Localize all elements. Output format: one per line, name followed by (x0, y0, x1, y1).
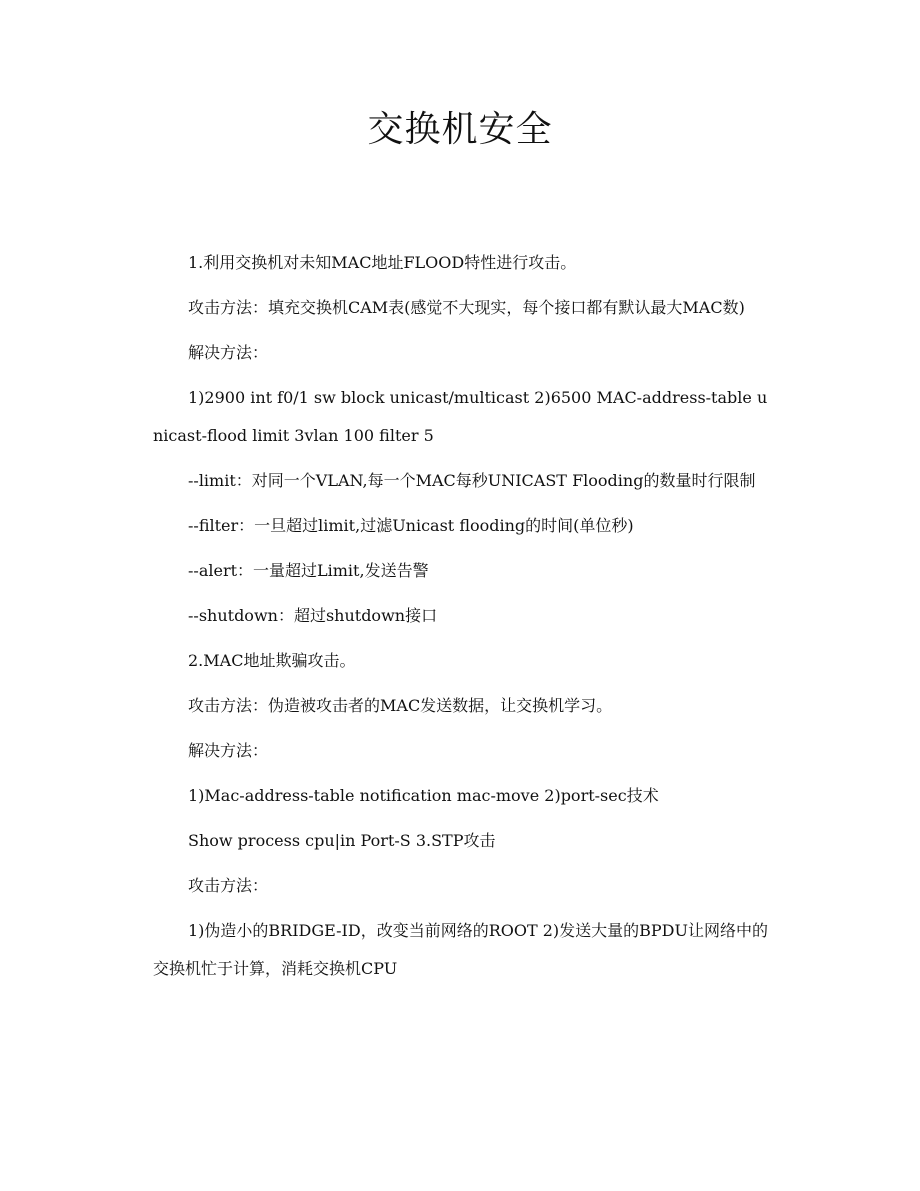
paragraph: --limit：对同一个VLAN,每一个MAC每秒UNICAST Flooding的数量时行限制 (188, 471, 756, 490)
paragraph: 解决方法： (188, 343, 269, 362)
paragraph: 1.利用交换机对未知MAC地址FLOOD特性进行攻击。 (188, 253, 577, 272)
paragraph: 解决方法： (188, 741, 269, 760)
paragraph: 攻击方法： (188, 876, 269, 895)
paragraph: Show process cpu|in Port-S 3.STP攻击 (188, 831, 496, 850)
paragraph: --shutdown：超过shutdown接口 (188, 606, 438, 625)
paragraph: 1)伪造小的BRIDGE-ID，改变当前网络的ROOT 2)发送大量的BPDU让网络中的交换机忙于计算，消耗交换机CPU (153, 921, 768, 978)
paragraph: 1)2900 int f0/1 sw block unicast/multicast 2)6500 MAC-address-table unicast-flood limit 3vlan 100 filter 5 (153, 388, 768, 445)
paragraph: --filter：一旦超过limit,过滤Unicast flooding的时间(单位秒) (188, 516, 634, 535)
paragraph: 1)Mac-address-table notification mac-move 2)port-sec技术 (188, 786, 659, 805)
paragraph: 2.MAC地址欺骗攻击。 (188, 651, 356, 670)
paragraph: 攻击方法：伪造被攻击者的MAC发送数据，让交换机学习。 (188, 696, 613, 715)
paragraph: 攻击方法：填充交换机CAM表(感觉不大现实，每个接口都有默认最大MAC数) (188, 298, 745, 317)
document-body (153, 244, 771, 995)
paragraph: --alert：一量超过Limit,发送告警 (188, 561, 429, 580)
document-title: 交换机安全 (367, 109, 553, 150)
